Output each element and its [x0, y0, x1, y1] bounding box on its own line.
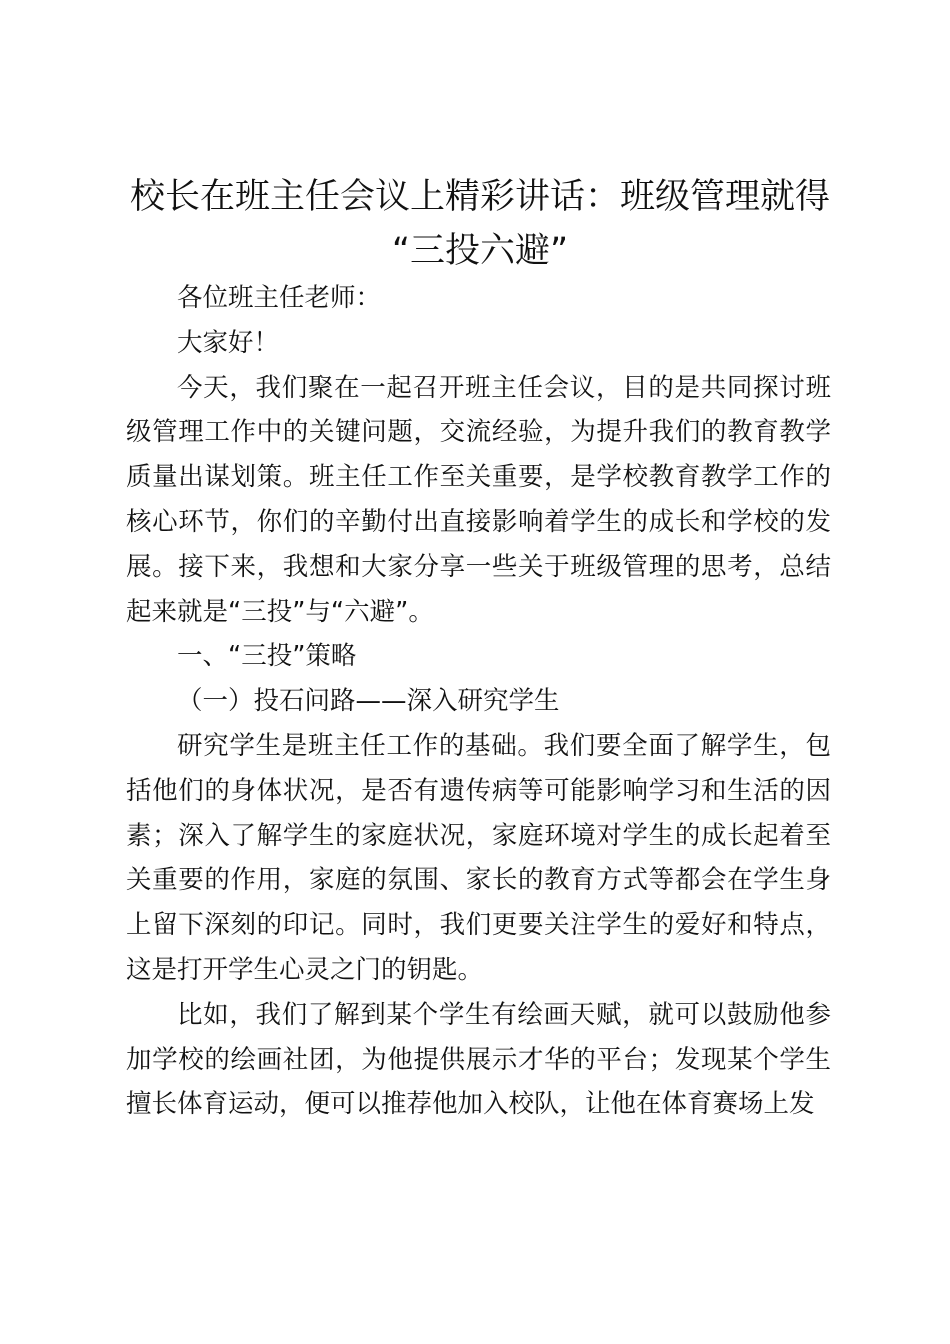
title-line-1: 校长在班主任会议上精彩讲话：班级管理就得: [129, 177, 830, 217]
salutation: 各位班主任老师：: [177, 283, 382, 313]
document-body: [126, 276, 831, 1127]
subsection-heading: （一）投石问路——深入研究学生: [177, 686, 560, 717]
paragraph-study-students: 研究学生是班主任工作的基础。我们要全面了解学生，包括他们的身体状况，是否有遗传病等可能影响学习和生活的因素；深入了解学生的家庭状况，家庭环境对学生的成长起着至关重要的作用，家庭的氛围、家长的教育方式等都会在学生身上留下深刻的印记。同时，我们更要关注学生的爱好和特点，这是打开学生心灵之门的钥匙。: [126, 730, 831, 985]
title-line-2: “三投六避”: [391, 231, 569, 271]
document-title: [120, 170, 840, 278]
greeting: 大家好！: [177, 327, 280, 358]
section-heading: 一、“三投”策略: [177, 641, 357, 672]
paragraph-example: 比如，我们了解到某个学生有绘画天赋，就可以鼓励他参加学校的绘画社团，为他提供展示才华的平台；发现某个学生擅长体育运动，便可以推荐他加入校队，让他在体育赛场上发: [126, 999, 831, 1120]
paragraph-intro: 今天，我们聚在一起召开班主任会议，目的是共同探讨班级管理工作中的关键问题，交流经验，为提升我们的教育教学质量出谋划策。班主任工作至关重要，是学校教育教学工作的核心环节，你们的辛勤付出直接影响着学生的成长和学校的发展。接下来，我想和大家分享一些关于班级管理的思考，总结起来就是“三投”与“六避”。: [126, 372, 831, 627]
